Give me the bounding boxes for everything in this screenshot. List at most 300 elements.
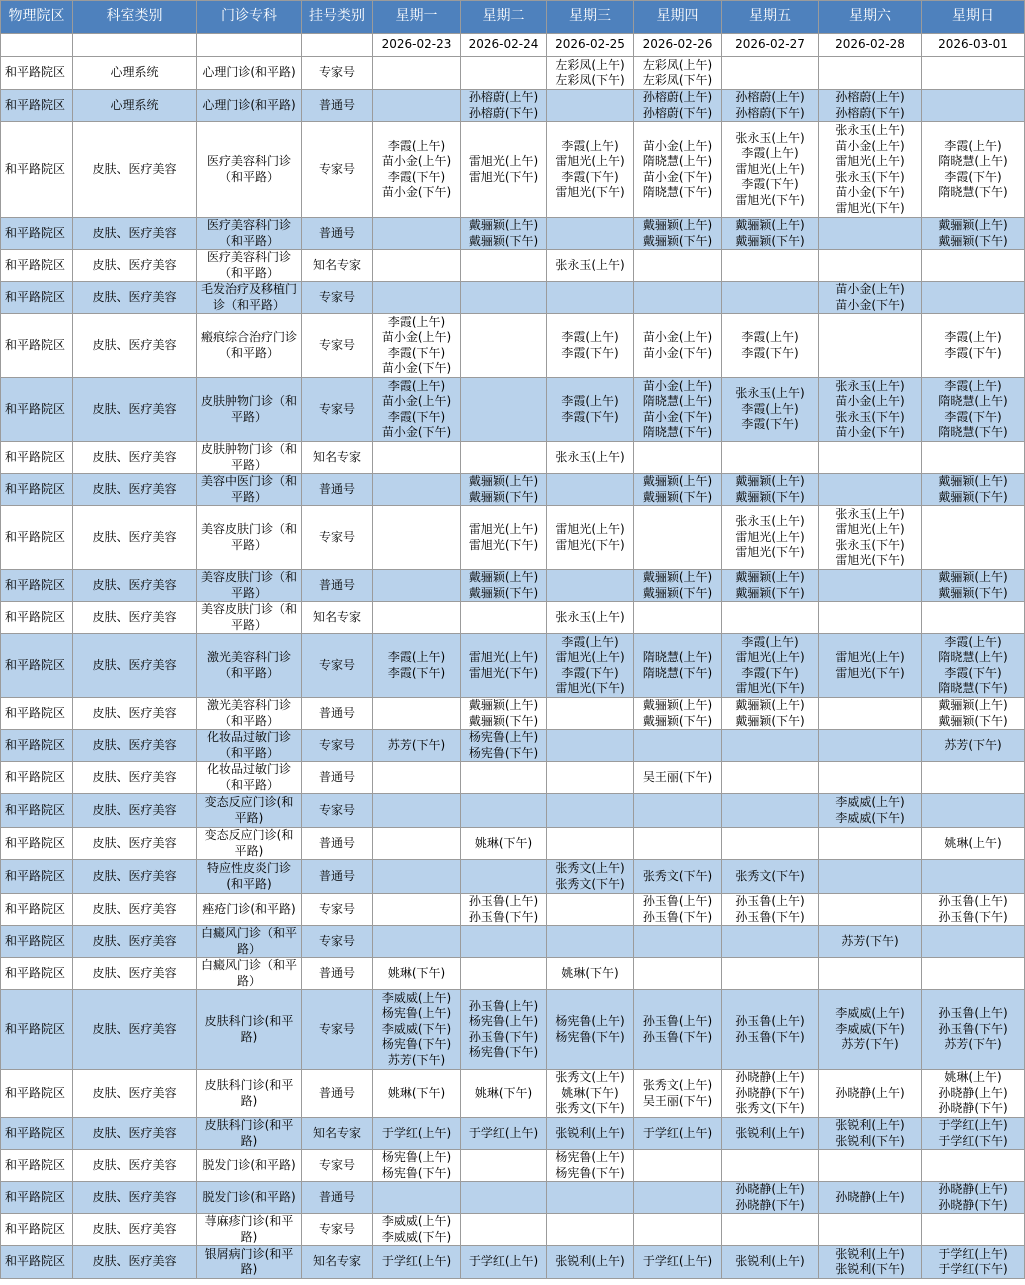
doctor-slot: 李霞(下午) <box>944 665 1002 680</box>
schedule-cell <box>547 698 634 730</box>
doctor-slot: 左彩凤(下午) <box>642 73 713 87</box>
schedule-cell <box>634 698 722 730</box>
schedule-cell <box>634 506 722 570</box>
doctor-slot: 于学红(上午) <box>468 1125 539 1140</box>
doctor-slot: 雷旭光(上午) <box>555 650 625 664</box>
doctor-slot: 李威威(下午) <box>835 1021 905 1036</box>
doctor-slot: 李威威(上午) <box>381 990 452 1005</box>
doctor-slot: 苏芳(下午) <box>387 737 446 752</box>
doctor-slot: 苏芳(下午) <box>841 933 899 948</box>
doctor-slot: 左彩凤(上午) <box>642 57 713 72</box>
campus-cell: 和平路院区 <box>1 122 73 218</box>
schedule-cell <box>547 282 634 314</box>
schedule-cell <box>722 1070 819 1118</box>
dept-cell: 皮肤、医疗美容 <box>73 250 197 282</box>
doctor-slot: 张秀文(上午) <box>555 1070 625 1085</box>
header-campus: 物理院区 <box>1 1 73 34</box>
type-cell: 普通号 <box>302 860 373 894</box>
doctor-slot: 雷旭光(下午) <box>835 200 905 215</box>
schedule-cell <box>547 828 634 860</box>
schedule-cell <box>922 250 1025 282</box>
doctor-slot: 隋晓慧(上午) <box>938 154 1008 168</box>
clinic-cell: 特应性皮炎门诊(和平路) <box>197 860 302 894</box>
schedule-cell <box>634 958 722 990</box>
table-row <box>1 1182 1025 1214</box>
doctor-slot: 姚琳(下午) <box>387 965 446 980</box>
date-saturday: 2026-02-28 <box>819 34 922 57</box>
schedule-cell <box>547 506 634 570</box>
doctor-slot: 隋晓慧(下午) <box>938 681 1008 695</box>
schedule-cell <box>922 57 1025 90</box>
schedule-cell <box>922 282 1025 314</box>
doctor-slot: 孙玉鲁(上午) <box>468 894 539 908</box>
clinic-cell: 瘢痕综合治疗门诊（和平路） <box>197 314 302 378</box>
schedule-cell <box>634 730 722 762</box>
doctor-slot: 李威威(上午) <box>835 795 905 809</box>
schedule-cell <box>634 474 722 506</box>
doctor-slot: 孙榕蔚(上午) <box>835 90 905 104</box>
doctor-slot: 杨宪鲁(上午) <box>468 730 539 744</box>
doctor-slot: 李霞(上午) <box>387 378 446 393</box>
dept-cell: 皮肤、医疗美容 <box>73 698 197 730</box>
doctor-slot: 杨宪鲁(上午) <box>468 1014 539 1028</box>
doctor-slot: 雷旭光(下午) <box>468 169 539 184</box>
dept-cell: 皮肤、医疗美容 <box>73 314 197 378</box>
schedule-cell <box>819 1182 922 1214</box>
schedule-cell <box>461 282 547 314</box>
campus-cell: 和平路院区 <box>1 90 73 122</box>
schedule-cell <box>819 250 922 282</box>
doctor-slot: 戴骊颖(下午) <box>642 713 713 728</box>
clinic-cell: 皮肤科门诊(和平路) <box>197 1118 302 1150</box>
campus-cell: 和平路院区 <box>1 1118 73 1150</box>
schedule-cell <box>373 378 461 442</box>
schedule-cell <box>922 958 1025 990</box>
clinic-cell: 激光美容科门诊（和平路） <box>197 698 302 730</box>
doctor-slot: 李霞(下午) <box>561 409 619 424</box>
schedule-cell <box>722 314 819 378</box>
doctor-slot: 孙玉鲁(上午) <box>642 894 713 908</box>
doctor-slot: 李威威(下午) <box>381 1229 452 1244</box>
clinic-cell: 美容皮肤门诊（和平路） <box>197 602 302 634</box>
type-cell: 普通号 <box>302 828 373 860</box>
header-thursday: 星期四 <box>634 1 722 34</box>
schedule-cell <box>722 828 819 860</box>
schedule-cell <box>722 1150 819 1182</box>
dept-cell: 皮肤、医疗美容 <box>73 602 197 634</box>
dept-cell: 皮肤、医疗美容 <box>73 958 197 990</box>
doctor-slot: 吴王丽(下午) <box>642 1093 713 1108</box>
doctor-slot: 苗小金(上午) <box>381 154 452 168</box>
doctor-slot: 雷旭光(上午) <box>555 154 625 168</box>
doctor-slot: 于学红(上午) <box>381 1254 452 1269</box>
date-tuesday: 2026-02-24 <box>461 34 547 57</box>
dept-cell: 皮肤、医疗美容 <box>73 1182 197 1214</box>
table-row <box>1 378 1025 442</box>
schedule-cell <box>461 1150 547 1182</box>
doctor-slot: 杨宪鲁(下午) <box>468 745 539 760</box>
schedule-cell <box>373 1150 461 1182</box>
header-dept: 科室类别 <box>73 1 197 34</box>
doctor-slot: 戴骊颖(上午) <box>938 698 1008 712</box>
schedule-cell <box>634 314 722 378</box>
schedule-cell <box>922 730 1025 762</box>
doctor-slot: 戴骊颖(下午) <box>468 585 539 600</box>
table-row <box>1 828 1025 860</box>
type-cell: 普通号 <box>302 570 373 602</box>
schedule-cell <box>461 730 547 762</box>
schedule-cell <box>547 474 634 506</box>
table-row <box>1 958 1025 990</box>
doctor-slot: 孙玉鲁(上午) <box>938 894 1008 908</box>
clinic-cell: 美容皮肤门诊（和平路） <box>197 570 302 602</box>
campus-cell: 和平路院区 <box>1 926 73 958</box>
schedule-cell <box>922 794 1025 828</box>
type-cell: 普通号 <box>302 90 373 122</box>
campus-cell: 和平路院区 <box>1 762 73 794</box>
doctor-slot: 李霞(上午) <box>561 634 619 649</box>
schedule-cell <box>461 698 547 730</box>
doctor-slot: 孙玉鲁(上午) <box>938 1006 1008 1021</box>
schedule-cell <box>547 1070 634 1118</box>
schedule-cell <box>722 378 819 442</box>
table-row <box>1 894 1025 926</box>
schedule-cell <box>722 894 819 926</box>
schedule-cell <box>547 314 634 378</box>
table-row <box>1 762 1025 794</box>
schedule-cell <box>722 1182 819 1214</box>
table-row <box>1 860 1025 894</box>
dept-cell: 皮肤、医疗美容 <box>73 474 197 506</box>
doctor-slot: 孙晓静(上午) <box>938 1182 1008 1196</box>
doctor-slot: 戴骊颖(下午) <box>938 585 1008 600</box>
dept-cell: 皮肤、医疗美容 <box>73 1150 197 1182</box>
schedule-cell <box>547 378 634 442</box>
schedule-cell <box>819 634 922 698</box>
doctor-slot: 孙晓静(下午) <box>735 1085 805 1100</box>
schedule-cell <box>547 1150 634 1182</box>
doctor-slot: 孙晓静(下午) <box>938 1197 1008 1212</box>
dept-cell: 皮肤、医疗美容 <box>73 828 197 860</box>
schedule-cell <box>461 570 547 602</box>
dept-cell: 皮肤、医疗美容 <box>73 634 197 698</box>
schedule-cell <box>722 794 819 828</box>
doctor-slot: 杨宪鲁(上午) <box>381 1006 452 1021</box>
schedule-cell <box>819 218 922 250</box>
doctor-slot: 张秀文(下午) <box>735 868 805 883</box>
schedule-cell <box>373 634 461 698</box>
doctor-slot: 姚琳(下午) <box>474 1085 533 1100</box>
date-monday: 2026-02-23 <box>373 34 461 57</box>
schedule-cell <box>922 990 1025 1070</box>
doctor-slot: 姚琳(下午) <box>561 1085 619 1100</box>
schedule-cell <box>373 218 461 250</box>
schedule-cell <box>634 926 722 958</box>
schedule-cell <box>819 762 922 794</box>
doctor-slot: 苗小金(上午) <box>835 282 905 296</box>
clinic-cell: 银屑病门诊(和平路) <box>197 1246 302 1279</box>
doctor-slot: 苏芳(下午) <box>944 737 1002 752</box>
schedule-cell <box>819 90 922 122</box>
schedule-cell <box>722 218 819 250</box>
doctor-slot: 苗小金(上午) <box>642 378 713 393</box>
dept-cell: 皮肤、医疗美容 <box>73 990 197 1070</box>
schedule-cell <box>722 250 819 282</box>
campus-cell: 和平路院区 <box>1 474 73 506</box>
doctor-slot: 孙玉鲁(上午) <box>642 1014 713 1028</box>
schedule-cell <box>547 762 634 794</box>
doctor-slot: 孙晓静(下午) <box>735 1197 805 1212</box>
schedule-cell <box>461 860 547 894</box>
doctor-slot: 于学红(上午) <box>381 1125 452 1140</box>
doctor-slot: 孙玉鲁(下午) <box>938 1021 1008 1036</box>
schedule-cell <box>819 1070 922 1118</box>
clinic-cell: 毛发治疗及移植门诊（和平路） <box>197 282 302 314</box>
doctor-slot: 戴骊颖(下午) <box>735 233 805 248</box>
clinic-cell: 医疗美容科门诊（和平路） <box>197 122 302 218</box>
schedule-cell <box>461 894 547 926</box>
doctor-slot: 李霞(下午) <box>741 177 799 192</box>
doctor-slot: 张永玉(下午) <box>835 169 905 184</box>
schedule-cell <box>722 570 819 602</box>
dept-cell: 皮肤、医疗美容 <box>73 762 197 794</box>
clinic-cell: 痤疮门诊(和平路) <box>197 894 302 926</box>
table-row <box>1 474 1025 506</box>
schedule-cell <box>819 1246 922 1279</box>
schedule-cell <box>373 894 461 926</box>
schedule-cell <box>461 1182 547 1214</box>
doctor-slot: 戴骊颖(上午) <box>468 474 539 488</box>
type-cell: 知名专家 <box>302 442 373 474</box>
schedule-cell <box>373 926 461 958</box>
dept-cell: 皮肤、医疗美容 <box>73 442 197 474</box>
clinic-cell: 化妆品过敏门诊（和平路） <box>197 730 302 762</box>
schedule-cell <box>373 570 461 602</box>
doctor-slot: 李霞(上午) <box>387 138 446 153</box>
doctor-slot: 苗小金(上午) <box>642 330 713 344</box>
header-friday: 星期五 <box>722 1 819 34</box>
table-row <box>1 926 1025 958</box>
schedule-cell <box>634 90 722 122</box>
doctor-slot: 李霞(上午) <box>741 401 799 416</box>
schedule-cell <box>461 794 547 828</box>
header-sunday: 星期日 <box>922 1 1025 34</box>
schedule-cell <box>722 698 819 730</box>
header-clinic: 门诊专科 <box>197 1 302 34</box>
campus-cell: 和平路院区 <box>1 1246 73 1279</box>
doctor-slot: 孙玉鲁(下午) <box>642 1029 713 1044</box>
doctor-slot: 孙榕蔚(下午) <box>468 105 539 120</box>
clinic-cell: 变态反应门诊(和平路) <box>197 828 302 860</box>
doctor-slot: 张锐利(下午) <box>835 1262 905 1276</box>
schedule-cell <box>373 1070 461 1118</box>
schedule-cell <box>461 926 547 958</box>
campus-cell: 和平路院区 <box>1 570 73 602</box>
campus-cell: 和平路院区 <box>1 1182 73 1214</box>
doctor-slot: 苗小金(下午) <box>835 425 905 439</box>
schedule-cell <box>547 1182 634 1214</box>
schedule-cell <box>922 762 1025 794</box>
doctor-slot: 戴骊颖(上午) <box>468 698 539 712</box>
schedule-cell <box>819 506 922 570</box>
doctor-slot: 戴骊颖(下午) <box>642 585 713 600</box>
doctor-slot: 孙玉鲁(下午) <box>642 909 713 924</box>
schedule-cell <box>547 1118 634 1150</box>
doctor-slot: 戴骊颖(上午) <box>938 570 1008 584</box>
doctor-slot: 张锐利(上午) <box>735 1254 805 1269</box>
doctor-slot: 雷旭光(上午) <box>468 650 539 664</box>
clinic-cell: 白癜风门诊（和平路） <box>197 926 302 958</box>
campus-cell: 和平路院区 <box>1 602 73 634</box>
doctor-slot: 隋晓慧(下午) <box>642 185 713 199</box>
doctor-slot: 姚琳(上午) <box>944 835 1002 850</box>
doctor-slot: 雷旭光(下午) <box>735 545 805 560</box>
schedule-cell <box>547 1214 634 1246</box>
table-row <box>1 250 1025 282</box>
clinic-cell: 心理门诊(和平路) <box>197 90 302 122</box>
schedule-cell <box>461 1246 547 1279</box>
schedule-cell <box>634 378 722 442</box>
schedule-cell <box>634 762 722 794</box>
schedule-cell <box>722 958 819 990</box>
clinic-cell: 皮肤科门诊(和平路) <box>197 990 302 1070</box>
campus-cell: 和平路院区 <box>1 958 73 990</box>
table-row <box>1 1246 1025 1279</box>
type-cell: 专家号 <box>302 730 373 762</box>
type-cell: 普通号 <box>302 474 373 506</box>
doctor-slot: 张锐利(上午) <box>835 1118 905 1132</box>
doctor-slot: 苗小金(上午) <box>835 138 905 153</box>
schedule-cell <box>547 794 634 828</box>
type-cell: 专家号 <box>302 990 373 1070</box>
doctor-slot: 张永玉(上午) <box>835 123 905 137</box>
schedule-cell <box>722 602 819 634</box>
doctor-slot: 李威威(上午) <box>835 1006 905 1021</box>
schedule-cell <box>373 602 461 634</box>
doctor-slot: 隋晓慧(下午) <box>642 425 713 439</box>
schedule-cell <box>373 282 461 314</box>
schedule-cell <box>547 90 634 122</box>
schedule-body <box>1 57 1025 1279</box>
schedule-cell <box>634 1150 722 1182</box>
type-cell: 普通号 <box>302 1070 373 1118</box>
doctor-slot: 张秀文(下午) <box>642 868 713 883</box>
campus-cell: 和平路院区 <box>1 730 73 762</box>
doctor-slot: 张永玉(上午) <box>735 130 805 145</box>
doctor-slot: 隋晓慧(上午) <box>938 650 1008 664</box>
doctor-slot: 雷旭光(上午) <box>735 529 805 544</box>
schedule-cell <box>547 958 634 990</box>
schedule-cell <box>373 314 461 378</box>
schedule-cell <box>373 958 461 990</box>
dept-cell: 皮肤、医疗美容 <box>73 860 197 894</box>
doctor-slot: 张永玉(上午) <box>555 257 625 272</box>
doctor-slot: 李霞(上午) <box>944 330 1002 344</box>
doctor-slot: 张永玉(下午) <box>835 409 905 424</box>
table-row <box>1 1070 1025 1118</box>
header-saturday: 星期六 <box>819 1 922 34</box>
schedule-cell <box>922 1070 1025 1118</box>
type-cell: 专家号 <box>302 122 373 218</box>
schedule-cell <box>819 894 922 926</box>
doctor-slot: 李霞(下午) <box>387 345 446 360</box>
schedule-cell <box>922 218 1025 250</box>
schedule-cell <box>547 57 634 90</box>
schedule-cell <box>461 1214 547 1246</box>
schedule-cell <box>922 1214 1025 1246</box>
schedule-cell <box>922 506 1025 570</box>
schedule-cell <box>819 698 922 730</box>
doctor-slot: 张秀文(下午) <box>555 876 625 891</box>
doctor-slot: 雷旭光(下午) <box>555 681 625 695</box>
schedule-cell <box>461 602 547 634</box>
type-cell: 专家号 <box>302 1214 373 1246</box>
schedule-cell <box>373 1182 461 1214</box>
doctor-slot: 张永玉(上午) <box>735 386 805 401</box>
schedule-cell <box>922 926 1025 958</box>
doctor-slot: 张永玉(上午) <box>835 378 905 393</box>
header-monday: 星期一 <box>373 1 461 34</box>
doctor-slot: 苗小金(上午) <box>835 394 905 408</box>
doctor-slot: 李霞(上午) <box>741 634 799 649</box>
doctor-slot: 戴骊颖(下午) <box>735 489 805 504</box>
schedule-cell <box>373 1214 461 1246</box>
schedule-cell <box>373 506 461 570</box>
doctor-slot: 孙榕蔚(上午) <box>468 90 539 104</box>
doctor-slot: 孙榕蔚(上午) <box>642 90 713 104</box>
schedule-cell <box>373 794 461 828</box>
schedule-cell <box>722 506 819 570</box>
schedule-cell <box>373 990 461 1070</box>
doctor-slot: 孙晓静(上午) <box>735 1182 805 1196</box>
clinic-cell: 脱发门诊(和平路) <box>197 1150 302 1182</box>
doctor-slot: 张永玉(上午) <box>555 609 625 624</box>
doctor-slot: 雷旭光(下午) <box>555 537 625 552</box>
type-cell: 专家号 <box>302 314 373 378</box>
schedule-cell <box>722 282 819 314</box>
clinic-cell: 皮肤肿物门诊（和平路） <box>197 442 302 474</box>
schedule-cell <box>634 1070 722 1118</box>
table-row <box>1 990 1025 1070</box>
doctor-slot: 姚琳(上午) <box>944 1070 1002 1085</box>
campus-cell: 和平路院区 <box>1 1070 73 1118</box>
campus-cell: 和平路院区 <box>1 378 73 442</box>
doctor-slot: 李威威(上午) <box>381 1214 452 1228</box>
doctor-slot: 戴骊颖(下午) <box>468 489 539 504</box>
doctor-slot: 雷旭光(上午) <box>735 650 805 664</box>
schedule-cell <box>819 794 922 828</box>
clinic-cell: 变态反应门诊(和平路) <box>197 794 302 828</box>
schedule-cell <box>819 602 922 634</box>
schedule-cell <box>722 1246 819 1279</box>
clinic-cell: 美容皮肤门诊（和平路） <box>197 506 302 570</box>
doctor-slot: 张永玉(上午) <box>555 449 625 464</box>
date-wednesday: 2026-02-25 <box>547 34 634 57</box>
doctor-slot: 苗小金(下午) <box>381 361 452 375</box>
schedule-cell <box>722 762 819 794</box>
doctor-slot: 孙玉鲁(上午) <box>735 1014 805 1028</box>
schedule-cell <box>922 90 1025 122</box>
doctor-slot: 隋晓慧(下午) <box>642 665 713 680</box>
schedule-cell <box>722 634 819 698</box>
doctor-slot: 李霞(下午) <box>944 345 1002 360</box>
doctor-slot: 孙玉鲁(下午) <box>468 1029 539 1044</box>
clinic-cell: 化妆品过敏门诊（和平路） <box>197 762 302 794</box>
doctor-slot: 姚琳(下午) <box>561 965 619 980</box>
doctor-slot: 张锐利(上午) <box>555 1125 625 1140</box>
schedule-cell <box>461 958 547 990</box>
doctor-slot: 雷旭光(上午) <box>835 154 905 168</box>
